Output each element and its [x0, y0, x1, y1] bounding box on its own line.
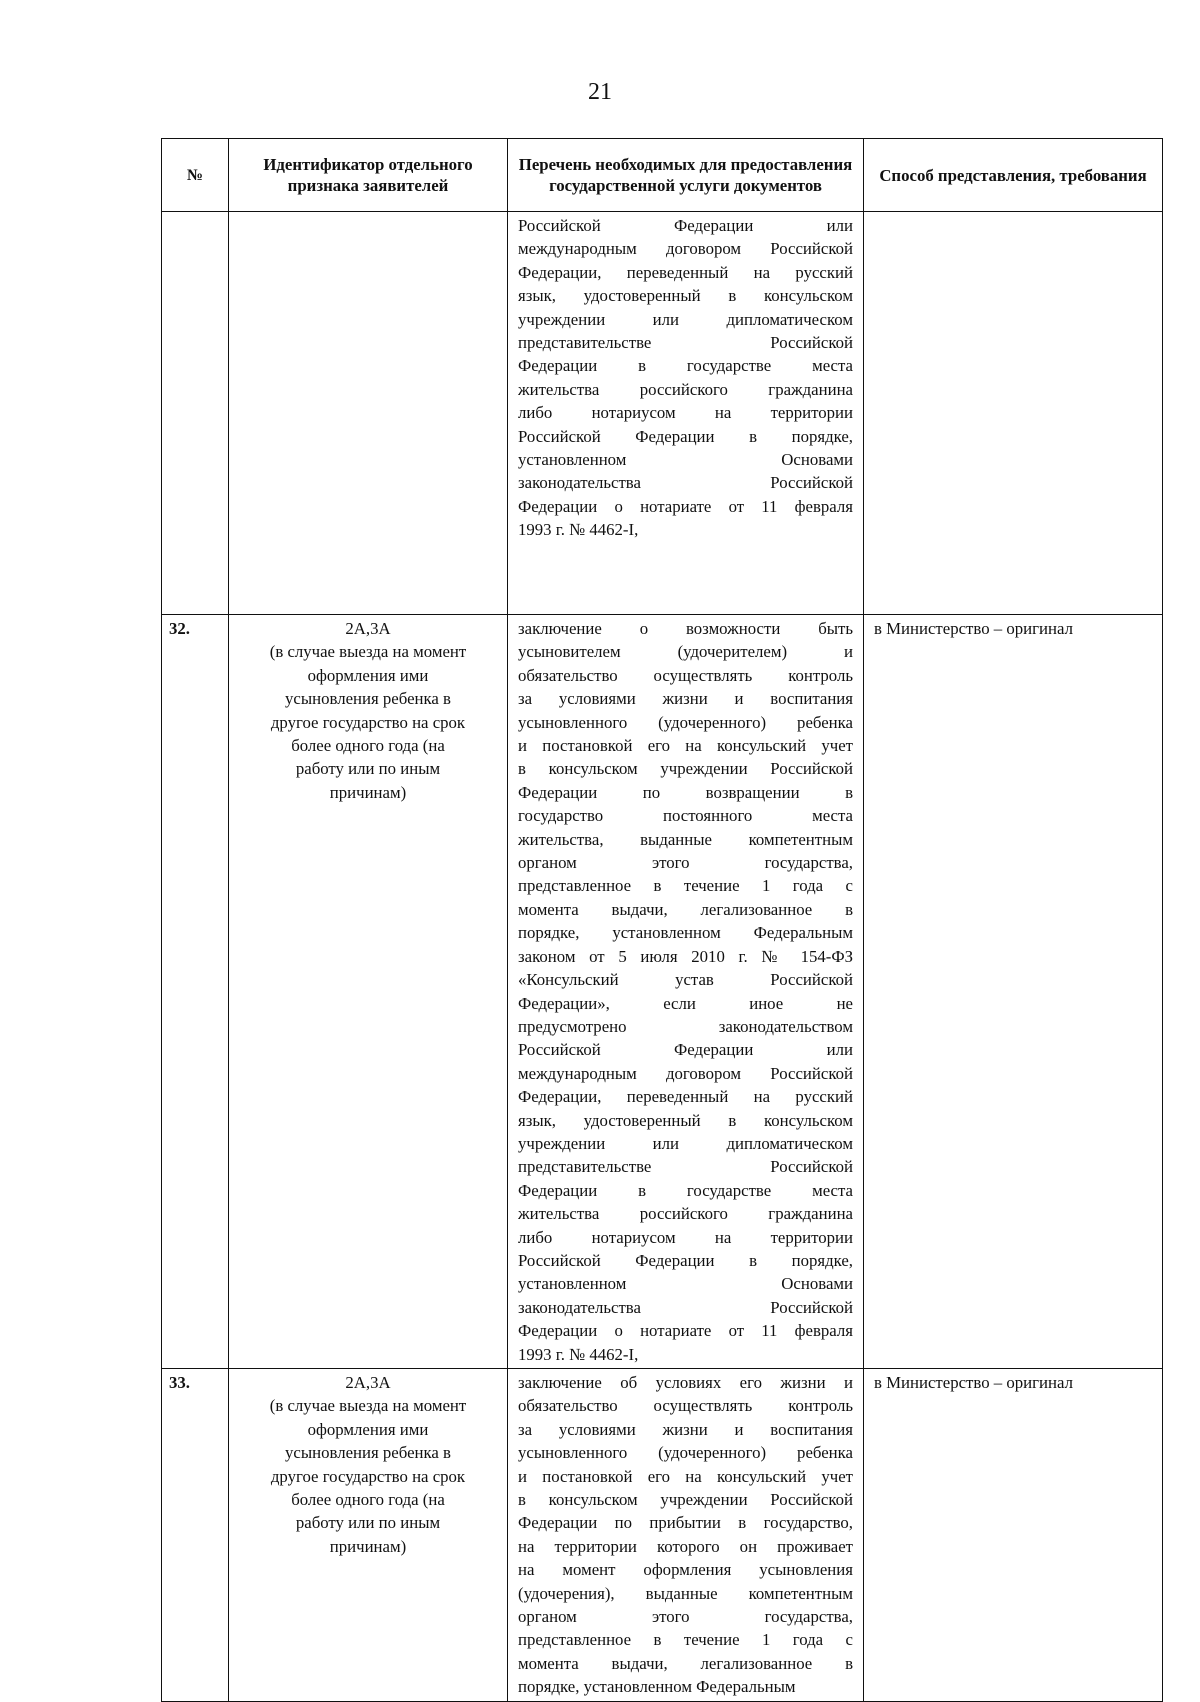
identifier-note-line: оформления ими	[307, 665, 429, 685]
row-number: 32.	[162, 615, 229, 1369]
identifier-note	[239, 1394, 497, 1558]
identifier-note-line: работу или по иным	[295, 1513, 441, 1533]
table-row-32	[162, 615, 1163, 1369]
document-line: за условиями жизни и воспитания	[518, 1419, 853, 1439]
identifier-note-line: другое государство на срок	[270, 712, 466, 732]
document-line: Российской Федерации или	[518, 216, 853, 235]
document-line: на момент оформления усыновления	[518, 1560, 853, 1580]
document-line: органом этого государства,	[518, 1607, 853, 1627]
document-line: (удочерения), выданные компетентным	[518, 1583, 853, 1603]
document-line: Федерации», если иное не	[518, 993, 853, 1013]
document-lines	[518, 214, 853, 542]
identifier-note	[239, 640, 497, 804]
document-line: законодательства Российской	[518, 1297, 853, 1317]
document-line: Федерации, переведенный на русский	[518, 1087, 853, 1107]
identifier-note-line: оформления ими	[307, 1419, 429, 1439]
document-line: момента выдачи, легализованное в	[518, 899, 853, 919]
document-line: представительстве Российской	[518, 1157, 853, 1177]
document-line: в консульском учреждении Российской	[518, 1490, 853, 1510]
identifier-code: 2А,3А	[345, 1373, 391, 1392]
document-line: порядке, установленном Федеральным	[518, 1677, 796, 1697]
header-identifier: Идентификатор отдельного признака заявителей	[229, 139, 508, 212]
document-line: заключение о возможности быть	[518, 619, 853, 638]
document-line: обязательство осуществлять контроль	[518, 1396, 853, 1416]
identifier-note-line: работу или по иным	[295, 759, 441, 779]
document-line: и постановкой его на консульский учет	[518, 1466, 853, 1486]
document-line: международным договором Российской	[518, 1063, 853, 1083]
document-line: представительстве Российской	[518, 333, 853, 353]
cell-identifier	[229, 212, 508, 615]
document-line: учреждении или дипломатическом	[518, 1133, 853, 1153]
document-line: язык, удостоверенный в консульском	[518, 286, 853, 306]
cell-documents	[508, 615, 864, 1369]
document-line: Федерации по прибытии в государство,	[518, 1513, 853, 1533]
document-line: жительства российского гражданина	[518, 1204, 853, 1224]
document-line: на территории которого он проживает	[518, 1536, 853, 1556]
document-line: жительства, выданные компетентным	[518, 829, 853, 849]
cell-identifier	[229, 615, 508, 1369]
document-line: законом от 5 июля 2010 г. № 154-ФЗ	[518, 946, 853, 966]
document-line: Федерации по возвращении в	[518, 782, 853, 802]
document-line: и постановкой его на консульский учет	[518, 736, 853, 756]
document-line: «Консульский устав Российской	[518, 970, 853, 990]
document-line: обязательство осуществлять контроль	[518, 665, 853, 685]
document-line: органом этого государства,	[518, 853, 853, 873]
identifier-note-line: причинам)	[329, 1536, 407, 1556]
documents-table	[161, 138, 1163, 1702]
document-line: установленном Основами	[518, 450, 853, 470]
cell-number	[162, 212, 229, 615]
document-line: Федерации, переведенный на русский	[518, 262, 853, 282]
cell-documents	[508, 1369, 864, 1702]
identifier-note-line: другое государство на срок	[270, 1466, 466, 1486]
identifier-note-line: усыновления ребенка в	[285, 689, 451, 709]
identifier-code: 2А,3А	[345, 619, 391, 638]
table-header-row	[162, 139, 1163, 212]
document-line: Российской Федерации в порядке,	[518, 426, 853, 446]
document-line: усыновителем (удочерителем) и	[518, 642, 853, 662]
document-line: в консульском учреждении Российской	[518, 759, 853, 779]
row-number: 33.	[162, 1369, 229, 1702]
header-number: №	[162, 139, 229, 212]
table-row-33	[162, 1369, 1163, 1702]
document-line: Федерации о нотариате от 11 февраля	[518, 1321, 853, 1341]
cell-method: в Министерство – оригинал	[864, 1369, 1163, 1702]
document-line: Федерации в государстве места	[518, 1180, 853, 1200]
header-method: Способ представления, требования	[864, 139, 1163, 212]
document-line: либо нотариусом на территории	[518, 1227, 853, 1247]
document-line: язык, удостоверенный в консульском	[518, 1110, 853, 1130]
document-line: за условиями жизни и воспитания	[518, 689, 853, 709]
document-lines	[518, 617, 853, 1366]
document-line: законодательства Российской	[518, 473, 853, 493]
document-line: установленном Основами	[518, 1274, 853, 1294]
identifier-note-line: более одного года (на	[291, 1490, 445, 1510]
page-number: 21	[588, 79, 612, 105]
identifier-note-line: более одного года (на	[291, 736, 445, 756]
document-line: международным договором Российской	[518, 239, 853, 259]
document-line: порядке, установленном Федеральным	[518, 923, 853, 943]
document-line: усыновленного (удочеренного) ребенка	[518, 1443, 853, 1463]
cell-method: в Министерство – оригинал	[864, 615, 1163, 1369]
document-line: Российской Федерации или	[518, 1040, 853, 1060]
document-line: жительства российского гражданина	[518, 379, 853, 399]
document-line: учреждении или дипломатическом	[518, 309, 853, 329]
cell-method	[864, 212, 1163, 615]
identifier-note-line: усыновления ребенка в	[285, 1443, 451, 1463]
document-lines	[518, 1371, 853, 1699]
table-row-continued	[162, 212, 1163, 615]
cell-identifier	[229, 1369, 508, 1702]
identifier-note-line: (в случае выезда на момент	[269, 1396, 467, 1416]
document-line: представленное в течение 1 года с	[518, 1630, 853, 1650]
document-line: Федерации в государстве места	[518, 356, 853, 376]
document-line: 1993 г. № 4462-I,	[518, 1344, 639, 1364]
document-line: момента выдачи, легализованное в	[518, 1653, 853, 1673]
document-line: государство постоянного места	[518, 806, 853, 826]
header-documents: Перечень необходимых для предоставления государственной услуги документов	[508, 139, 864, 212]
identifier-note-line: причинам)	[329, 782, 407, 802]
document-line: Федерации о нотариате от 11 февраля	[518, 496, 853, 516]
document-line: 1993 г. № 4462-I,	[518, 520, 639, 540]
document-line: представленное в течение 1 года с	[518, 876, 853, 896]
document-line: предусмотрено законодательством	[518, 1016, 853, 1036]
document-line: усыновленного (удочеренного) ребенка	[518, 712, 853, 732]
identifier-note-line: (в случае выезда на момент	[269, 642, 467, 662]
document-line: заключение об условиях его жизни и	[518, 1373, 853, 1392]
document-line: либо нотариусом на территории	[518, 403, 853, 423]
cell-documents	[508, 212, 864, 615]
document-line: Российской Федерации в порядке,	[518, 1250, 853, 1270]
